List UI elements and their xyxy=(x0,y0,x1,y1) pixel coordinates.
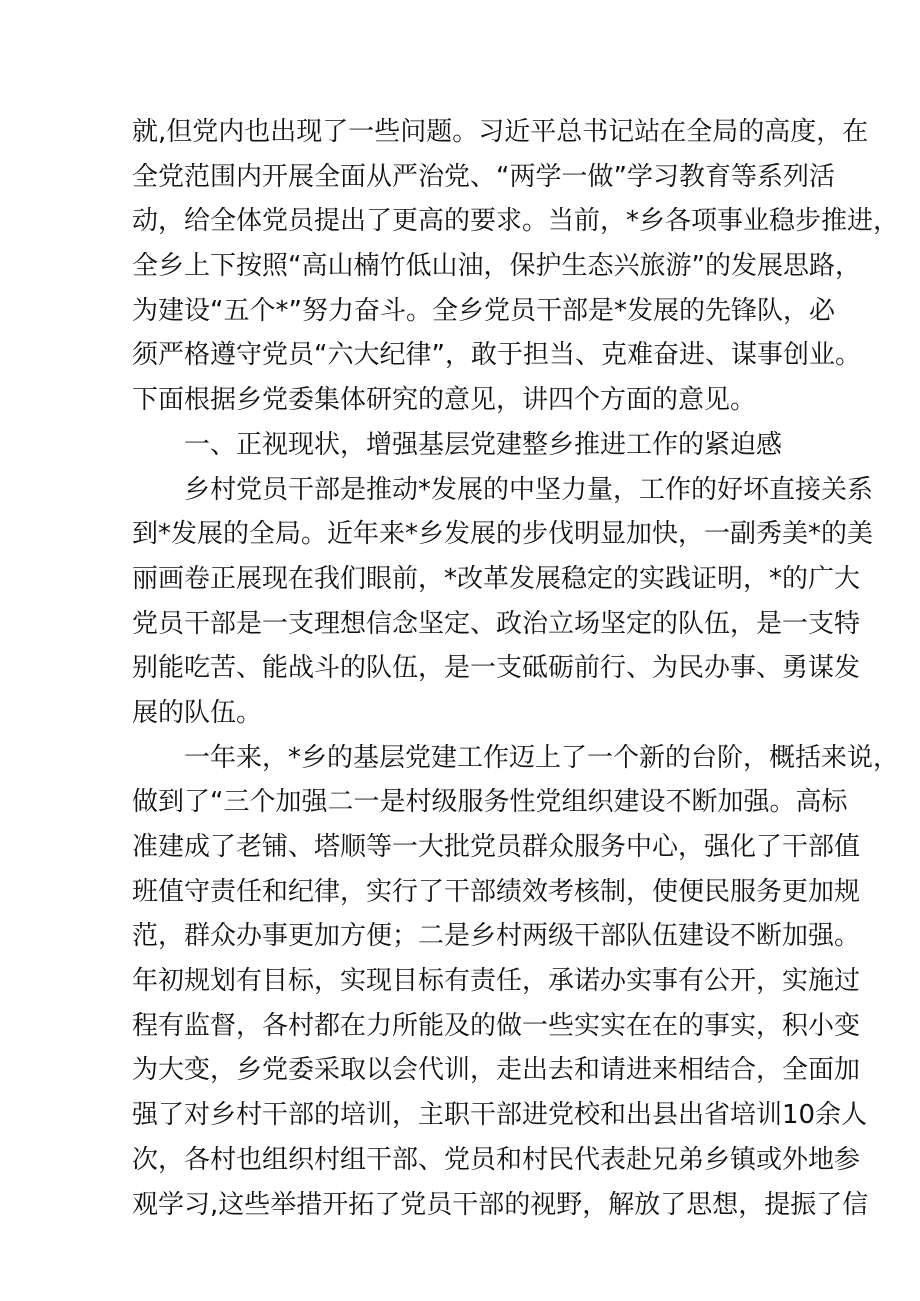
text-line: 下面根据乡党委集体研究的意见，讲四个方面的意见。 xyxy=(132,385,757,416)
text-line: 一年来，*乡的基层党建工作迈上了一个新的台阶，概括来说， xyxy=(132,742,900,773)
text-line: 为大变，乡党委采取以会代训，走出去和请进来相结合，全面加 xyxy=(132,1055,861,1086)
text-line: 强了对乡村干部的培训，主职干部进党校和出县出省培训10余人 xyxy=(132,1100,868,1131)
text-line: 别能吃苦、能战斗的队伍，是一支砥砺前行、为民办事、勇谋发 xyxy=(132,653,861,684)
body-text xyxy=(132,110,900,1227)
text-line: 观学习,这些举措开拓了党员干部的视野，解放了思想，提振了信 xyxy=(132,1189,869,1220)
text-line: 乡村党员干部是推动*发展的中坚力量，工作的好坏直接关系 xyxy=(132,474,874,505)
text-line: 就,但党内也出现了一些问题。习近平总书记站在全局的高度，在 xyxy=(132,117,869,147)
text-line: 全乡上下按照“高山楠竹低山油，保护生态兴旅游”的发展思路， xyxy=(132,251,861,282)
text-line: 年初规划有目标，实现目标有责任，承诺办实事有公开，实施过 xyxy=(132,966,861,997)
text-line: 为建设“五个*”努力奋斗。全乡党员干部是*发展的先锋队，必 xyxy=(132,295,835,326)
text-line: 动，给全体党员提出了更高的要求。当前，*乡各项事业稳步推进， xyxy=(132,206,900,237)
text-line: 展的队伍。 xyxy=(132,697,263,728)
text-line: 准建成了老铺、塔顺等一大批党员群众服务中心，强化了干部值 xyxy=(132,832,861,862)
text-line: 党员干部是一支理想信念坚定、政治立场坚定的队伍，是一支特 xyxy=(132,608,861,639)
text-line: 须严格遵守党员“六大纪律”，敢于担当、克难奋进、谋事创业。 xyxy=(132,340,861,371)
text-line: 全党范围内开展全面从严治党、“两学一做”学习教育等系列活 xyxy=(132,161,835,192)
text-line: 范，群众办事更加方便；二是乡村两级干部队伍建设不断加强。 xyxy=(132,921,861,952)
text-line: 做到了“三个加强二一是村级服务性党组织建设不断加强。高标 xyxy=(132,787,848,818)
text-line: 次，各村也组织村组干部、党员和村民代表赴兄弟乡镇或外地参 xyxy=(132,1144,861,1175)
text-line: 丽画卷正展现在我们眼前，*改革发展稳定的实践证明，*的广大 xyxy=(132,563,861,594)
text-line: 到*发展的全局。近年来*乡发展的步伐明显加快，一副秀美*的美 xyxy=(132,519,874,550)
text-line: 一、正视现状，增强基层党建整乡推进工作的紧迫感 xyxy=(132,429,783,460)
text-line: 程有监督，各村都在力所能及的做一些实实在在的事实，积小变 xyxy=(132,1010,861,1041)
text-line: 班值守责任和纪律，实行了干部绩效考核制，使便民服务更加规 xyxy=(132,876,861,907)
